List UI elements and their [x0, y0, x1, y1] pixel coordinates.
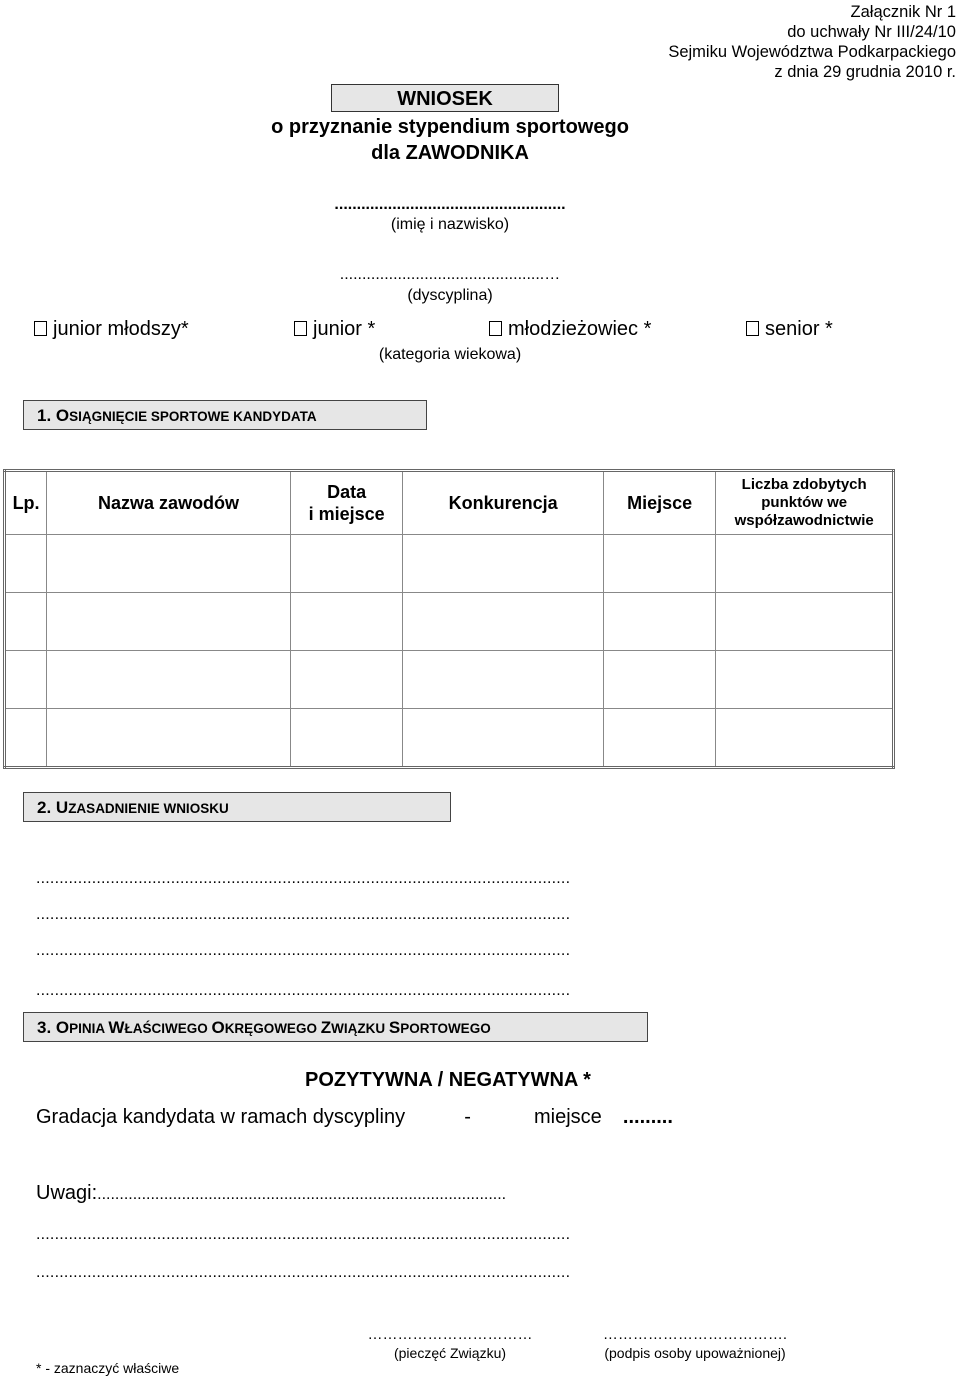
table-cell[interactable]	[604, 535, 716, 593]
category-option-junior[interactable]: junior *	[294, 318, 375, 341]
table-cell[interactable]	[716, 535, 894, 593]
table-cell[interactable]	[290, 651, 402, 709]
gradation-dash: -	[464, 1106, 471, 1128]
category-option-mlodziezowiec[interactable]: młodzieżowiec *	[489, 318, 651, 341]
table-cell[interactable]	[604, 593, 716, 651]
signature-caption: (podpis osoby upoważnionej)	[604, 1345, 786, 1361]
table-cell[interactable]	[403, 593, 604, 651]
document-subtitle-2: dla ZAWODNIKA	[371, 142, 529, 164]
checkbox-icon[interactable]	[294, 321, 307, 336]
place-field[interactable]: .........	[622, 1106, 673, 1128]
attachment-date: z dnia 29 grudnia 2010 r.	[774, 63, 956, 81]
category-option-junior-mlodszy[interactable]: junior młodszy*	[34, 318, 189, 341]
justification-line-2[interactable]: ...................................................................................................................	[36, 906, 571, 923]
remarks-field-3[interactable]: ...................................................................................................................	[36, 1264, 571, 1281]
table-cell[interactable]	[290, 535, 402, 593]
section-2-heading: 2. UZASADNIENIE WNIOSKU	[23, 792, 451, 822]
attachment-authority: Sejmiku Województwa Podkarpackiego	[668, 43, 956, 61]
table-cell[interactable]	[5, 709, 47, 768]
age-category-caption: (kategoria wiekowa)	[378, 346, 522, 363]
checkbox-icon[interactable]	[746, 321, 759, 336]
place-label: miejsce	[533, 1106, 602, 1128]
header-lp: Lp.	[5, 471, 47, 535]
justification-line-4[interactable]: ...................................................................................................................	[36, 982, 571, 999]
table-cell[interactable]	[716, 593, 894, 651]
table-cell[interactable]	[47, 709, 291, 768]
header-date-place: Data i miejsce	[290, 471, 402, 535]
table-cell[interactable]	[716, 651, 894, 709]
discipline-field[interactable]: ..............................................…	[339, 266, 561, 283]
table-row	[5, 535, 894, 593]
table-cell[interactable]	[47, 651, 291, 709]
checkbox-icon[interactable]	[489, 321, 502, 336]
table-cell[interactable]	[5, 535, 47, 593]
table-cell[interactable]	[47, 593, 291, 651]
discipline-caption: (dyscyplina)	[407, 287, 493, 304]
table-cell[interactable]	[5, 593, 47, 651]
remarks-field-2[interactable]: ...................................................................................................................	[36, 1226, 571, 1243]
remarks-field-1[interactable]: ............................................................................................	[97, 1186, 507, 1203]
stamp-field[interactable]: ……………………………	[367, 1326, 533, 1343]
justification-line-1[interactable]: ...................................................................................................................	[36, 870, 571, 887]
table-cell[interactable]	[47, 535, 291, 593]
table-cell[interactable]	[290, 709, 402, 768]
table-cell[interactable]	[5, 651, 47, 709]
table-cell[interactable]	[716, 709, 894, 768]
header-event: Konkurencja	[403, 471, 604, 535]
attachment-number: Załącznik Nr 1	[850, 3, 956, 21]
gradation-label: Gradacja kandydata w ramach dyscypliny	[36, 1106, 406, 1128]
section-3-heading: 3. OPINIA WŁAŚCIWEGO OKRĘGOWEGO ZWIĄZKU SPORTOWEGO	[23, 1012, 648, 1042]
name-field[interactable]: ....................................................	[334, 196, 566, 213]
age-category-options	[34, 318, 854, 344]
header-points: Liczba zdobytych punktów we współzawodnictwie	[716, 471, 894, 535]
table-row	[5, 709, 894, 768]
section-1-heading: 1. OSIĄGNIĘCIE SPORTOWE KANDYDATA	[23, 400, 427, 430]
table-row	[5, 593, 894, 651]
opinion-choice[interactable]: POZYTYWNA / NEGATYWNA *	[305, 1069, 591, 1091]
table-cell[interactable]	[403, 535, 604, 593]
checkbox-icon[interactable]	[34, 321, 47, 336]
remarks-label: Uwagi:	[36, 1182, 98, 1204]
table-cell[interactable]	[403, 709, 604, 768]
table-cell[interactable]	[604, 651, 716, 709]
justification-line-3[interactable]: ...................................................................................................................	[36, 942, 571, 959]
signature-field[interactable]: ……………………………….	[602, 1326, 788, 1343]
attachment-resolution: do uchwały Nr III/24/10	[787, 23, 956, 41]
table-row	[5, 651, 894, 709]
achievements-table	[3, 469, 895, 769]
document-subtitle: o przyznanie stypendium sportowego	[271, 116, 629, 138]
document-title: WNIOSEK	[331, 84, 559, 112]
category-option-senior[interactable]: senior *	[746, 318, 833, 341]
table-cell[interactable]	[604, 709, 716, 768]
table-header-row	[5, 471, 894, 535]
stamp-caption: (pieczęć Związku)	[393, 1345, 507, 1361]
header-position: Miejsce	[604, 471, 716, 535]
header-competition-name: Nazwa zawodów	[47, 471, 291, 535]
table-cell[interactable]	[290, 593, 402, 651]
footnote: * - zaznaczyć właściwe	[36, 1360, 180, 1376]
name-caption: (imię i nazwisko)	[390, 216, 510, 233]
attachment-info	[668, 2, 956, 82]
table-cell[interactable]	[403, 651, 604, 709]
gradation-line	[36, 1106, 673, 1129]
remarks-line	[36, 1182, 506, 1205]
